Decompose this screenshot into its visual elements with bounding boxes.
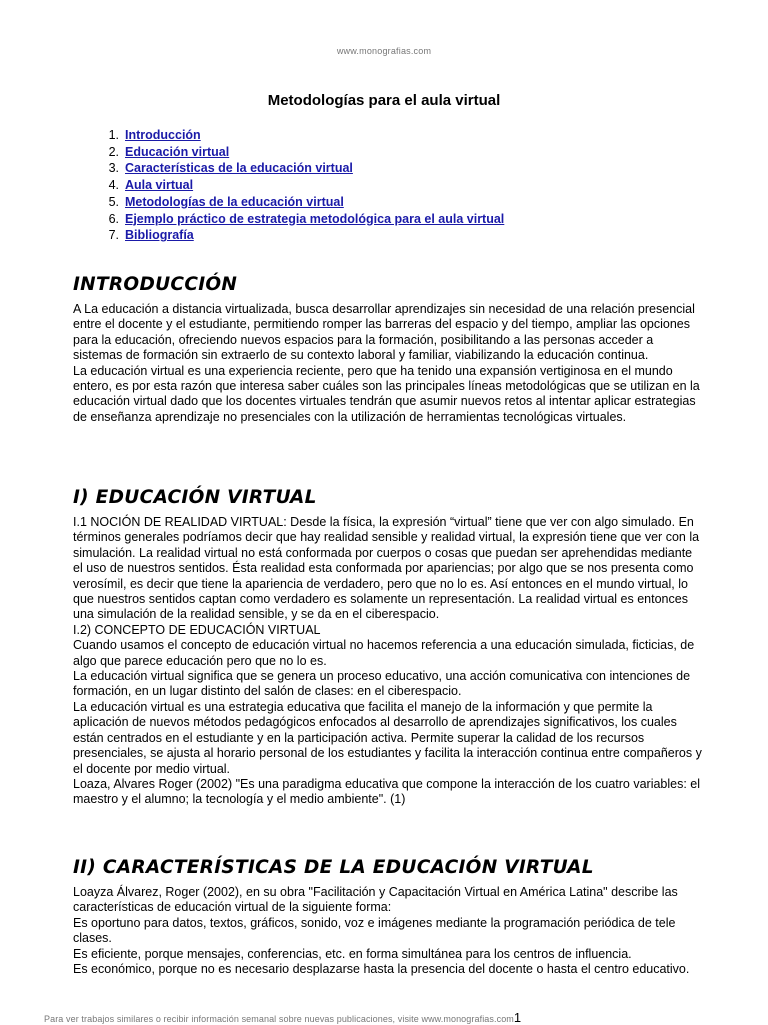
toc-number: 4. [108,178,119,193]
paragraph: Es económico, porque no es necesario desplazarse hasta la presencia del docente o hasta el centro educativo. [73,962,690,977]
paragraph: Es eficiente, porque mensajes, conferencias, etc. en forma simultánea para los centros de influencia. [73,946,632,961]
paragraph: La educación virtual significa que se genera un proceso educativo, una acción comunicativa con intenciones de formación, en un lugar distinto del salón de clases: en el ciberespacio. [73,669,691,699]
site-header: www.monografias.com [336,46,432,56]
section-educacion-virtual [73,487,703,808]
toc-link-introduccion[interactable]: Introducción [125,128,201,142]
section-heading: II) CARACTERÍSTICAS DE LA EDUCACIÓN VIRTUAL [73,857,594,878]
section-heading: INTRODUCCIÓN [73,274,238,295]
page-footer [44,1010,521,1025]
document-page [73,0,703,1024]
toc-number: 3. [108,161,119,176]
section-introduccion [73,274,703,425]
toc-item [93,177,504,194]
page-number: 1 [513,1010,522,1025]
toc-number: 7. [108,228,119,243]
toc-link-aula-virtual[interactable]: Aula virtual [125,178,194,193]
toc-number: 2. [108,144,119,159]
section-body [73,515,703,808]
document-title: Metodologías para el aula virtual [267,92,501,109]
toc-number: 1. [108,128,119,142]
toc-item [93,160,504,177]
toc-link-metodologias[interactable]: Metodologías de la educación virtual [125,194,344,209]
paragraph: Es oportuno para datos, textos, gráficos, sonido, voz e imágenes mediante la programación periódica de tele clases. [73,915,676,946]
paragraph: Cuando usamos el concepto de educación virtual no hacemos referencia a una educación simulada, ficticias, de algo que parece educación pero que no lo es. [73,638,695,668]
toc-link-ejemplo-practico[interactable]: Ejemplo práctico de estrategia metodológica para el aula virtual [125,211,505,226]
paragraph: Loaza, Alvares Roger (2002) "Es una paradigma educativa que compone la interacción de los cuatro variables: el maestro y el alumno; la tecnología y el medio ambiente". (1) [73,776,701,807]
paragraph: La educación virtual es una experiencia reciente, pero que ha tenido una expansión vertiginosa en el mundo entero, es por esta razón que interesa saber cuáles son las principales líneas metodológicas que se utilizan en la educación virtual dado que los docentes virtuales tendrán que asumir nuevos retos al intentar aplicar estrategias de enseñanza aprendizaje no presenciales con la utilización de herramientas tecnológicas virtuales. [73,363,700,424]
paragraph: A La educación a distancia virtualizada, busca desarrollar aprendizajes sin necesidad de una relación presencial entre el docente y el estudiante, permitiendo romper las barreras del espacio y del tiempo, ampliar las opciones para la educación, ofreciendo nuevos espacios para la formación, posibilitando a las personas acceder a sistemas de formación sin extraerlo de su contexto laboral y familiar, viabilizando la educación continua. [73,302,695,363]
section-body [73,302,703,425]
toc-item [93,144,504,161]
section-heading: I) EDUCACIÓN VIRTUAL [73,487,317,508]
toc-link-educacion-virtual[interactable]: Educación virtual [125,144,230,159]
toc-item [93,194,504,211]
toc-item [93,211,504,228]
section-body [73,885,703,977]
toc-number: 5. [108,194,119,209]
toc-number: 6. [108,211,119,226]
toc-link-caracteristicas[interactable]: Características de la educación virtual [125,161,353,176]
section-caracteristicas [73,857,703,977]
footer-text: Para ver trabajos similares o recibir información semanal sobre nuevas publicaciones, visite www.monografias.com [44,1014,514,1024]
toc-link-bibliografia[interactable]: Bibliografía [125,228,194,243]
paragraph: I.2) CONCEPTO DE EDUCACIÓN VIRTUAL [73,622,321,637]
paragraph: I.1 NOCIÓN DE REALIDAD VIRTUAL: Desde la física, la expresión “virtual” tiene que ver con algo simulado. En términos generales podríamos decir que hay realidad sensible y realidad virtual, la expresión tiene que ver con la simulación. La realidad virtual no está conformada por cuerpos o cosas que puedan ser aprehendidas mediante el uso de nuestros sentidos. Ésta realidad esta conformada por apariencias; por algo que se nos presenta como verosímil, es decir que tiene la apariencia de verdadero, pero que no lo es. Así entonces en el mundo virtual, lo que nuestros sentidos captan como verdadero es solamente un representación. La realidad virtual es entonces una simulación de la realidad sensible, y se da en el ciberespacio. [73,515,700,622]
table-of-contents [93,127,504,244]
paragraph: La educación virtual es una estrategia educativa que facilita el manejo de la información y que permite la aplicación de nuevos métodos pedagógicos enfocados al desarrollo de aprendizajes significativos, los cuales están centrados en el estudiante y en la participación activa. Permite superar la calidad de los recursos presenciales, se ajusta al horario personal de los estudiantes y facilita la interacción continua entre compañeros y el docente por medio virtual. [73,699,702,776]
toc-item [93,127,504,144]
toc-item [93,227,504,244]
paragraph: Loayza Álvarez, Roger (2002), en su obra "Facilitación y Capacitación Virtual en América Latina" describe las características de educación virtual de la siguiente forma: [73,885,678,915]
